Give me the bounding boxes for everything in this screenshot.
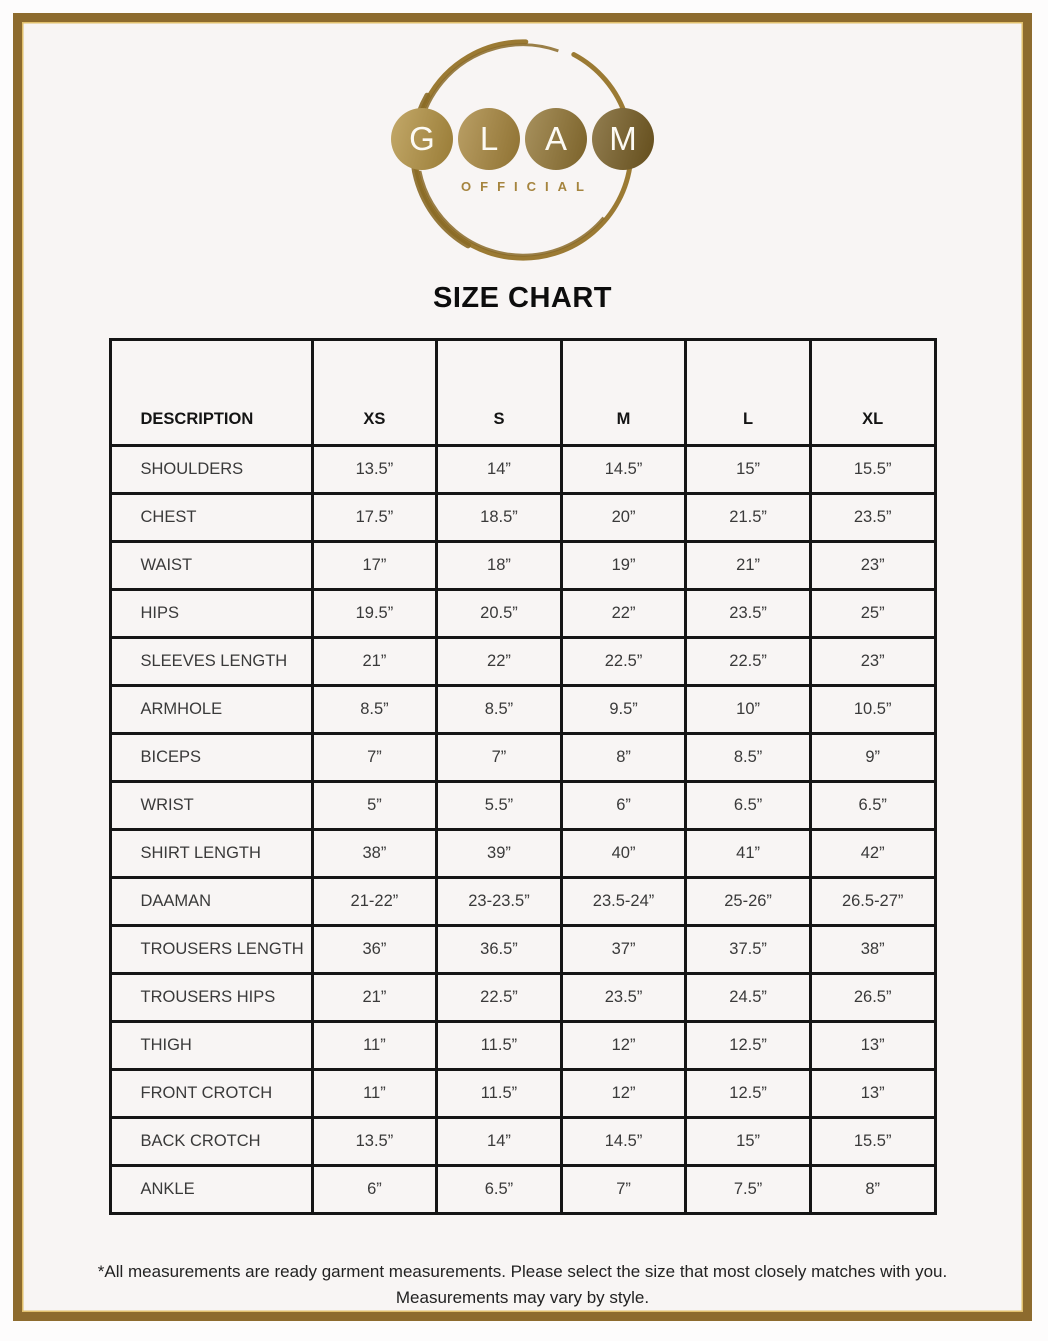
cell-value: 22.5” — [686, 638, 811, 686]
row-label: DAAMAN — [110, 878, 312, 926]
cell-value: 6” — [312, 1166, 437, 1214]
cell-value: 8.5” — [312, 686, 437, 734]
cell-value: 21.5” — [686, 494, 811, 542]
table-row — [110, 734, 935, 782]
cell-value: 21-22” — [312, 878, 437, 926]
cell-value: 6.5” — [437, 1166, 562, 1214]
cell-value: 18” — [437, 542, 562, 590]
table-row — [110, 926, 935, 974]
cell-value: 36” — [312, 926, 437, 974]
cell-value: 10” — [686, 686, 811, 734]
cell-value: 37.5” — [686, 926, 811, 974]
cell-value: 38” — [810, 926, 935, 974]
cell-value: 37” — [561, 926, 686, 974]
cell-value: 23.5” — [561, 974, 686, 1022]
logo-subtitle: OFFICIAL — [461, 179, 593, 194]
cell-value: 42” — [810, 830, 935, 878]
cell-value: 12” — [561, 1070, 686, 1118]
cell-value: 11.5” — [437, 1022, 562, 1070]
cell-value: 22.5” — [561, 638, 686, 686]
cell-value: 15.5” — [810, 1118, 935, 1166]
cell-value: 5” — [312, 782, 437, 830]
table-row — [110, 830, 935, 878]
cell-value: 8” — [810, 1166, 935, 1214]
table-row — [110, 782, 935, 830]
cell-value: 14.5” — [561, 446, 686, 494]
row-label: BICEPS — [110, 734, 312, 782]
cell-value: 22.5” — [437, 974, 562, 1022]
table-row — [110, 1118, 935, 1166]
footnote-line-2: Measurements may vary by style. — [395, 1288, 650, 1308]
logo-letter-circle: G — [391, 108, 453, 170]
cell-value: 19” — [561, 542, 686, 590]
cell-value: 21” — [312, 638, 437, 686]
table-row — [110, 974, 935, 1022]
column-header-xl: XL — [810, 340, 935, 446]
row-label: WAIST — [110, 542, 312, 590]
cell-value: 14.5” — [561, 1118, 686, 1166]
column-header-xs: XS — [312, 340, 437, 446]
table-row — [110, 494, 935, 542]
row-label: BACK CROTCH — [110, 1118, 312, 1166]
column-header-description: DESCRIPTION — [110, 340, 312, 446]
table-row — [110, 446, 935, 494]
cell-value: 14” — [437, 446, 562, 494]
cell-value: 9” — [810, 734, 935, 782]
cell-value: 13.5” — [312, 1118, 437, 1166]
cell-value: 13.5” — [312, 446, 437, 494]
cell-value: 26.5” — [810, 974, 935, 1022]
footnote — [22, 1259, 1023, 1312]
logo-letter-circle: L — [458, 108, 520, 170]
row-label: THIGH — [110, 1022, 312, 1070]
cell-value: 22” — [561, 590, 686, 638]
cell-value: 36.5” — [437, 926, 562, 974]
cell-value: 12” — [561, 1022, 686, 1070]
cell-value: 13” — [810, 1070, 935, 1118]
cell-value: 5.5” — [437, 782, 562, 830]
cell-value: 21” — [686, 542, 811, 590]
cell-value: 6.5” — [686, 782, 811, 830]
cell-value: 7” — [437, 734, 562, 782]
column-header-m: M — [561, 340, 686, 446]
logo-letter-circle: M — [592, 108, 654, 170]
cell-value: 23-23.5” — [437, 878, 562, 926]
size-chart-table — [109, 338, 937, 1215]
cell-value: 6” — [561, 782, 686, 830]
row-label: ARMHOLE — [110, 686, 312, 734]
row-label: TROUSERS HIPS — [110, 974, 312, 1022]
table-row — [110, 878, 935, 926]
cell-value: 17” — [312, 542, 437, 590]
table-row — [110, 1070, 935, 1118]
table-row — [110, 1022, 935, 1070]
cell-value: 11” — [312, 1070, 437, 1118]
cell-value: 7” — [312, 734, 437, 782]
cell-value: 26.5-27” — [810, 878, 935, 926]
row-label: SHOULDERS — [110, 446, 312, 494]
cell-value: 38” — [312, 830, 437, 878]
table-row — [110, 686, 935, 734]
cell-value: 8” — [561, 734, 686, 782]
row-label: TROUSERS LENGTH — [110, 926, 312, 974]
cell-value: 12.5” — [686, 1022, 811, 1070]
table-row — [110, 638, 935, 686]
cell-value: 15” — [686, 446, 811, 494]
cell-value: 14” — [437, 1118, 562, 1166]
row-label: SHIRT LENGTH — [110, 830, 312, 878]
cell-value: 24.5” — [686, 974, 811, 1022]
cell-value: 25-26” — [686, 878, 811, 926]
cell-value: 21” — [312, 974, 437, 1022]
row-label: FRONT CROTCH — [110, 1070, 312, 1118]
cell-value: 39” — [437, 830, 562, 878]
row-label: WRIST — [110, 782, 312, 830]
size-table-body — [110, 446, 935, 1214]
cell-value: 19.5” — [312, 590, 437, 638]
cell-value: 7” — [561, 1166, 686, 1214]
cell-value: 41” — [686, 830, 811, 878]
table-row — [110, 590, 935, 638]
cell-value: 23” — [810, 638, 935, 686]
page-title: SIZE CHART — [433, 282, 612, 314]
column-header-l: L — [686, 340, 811, 446]
cell-value: 13” — [810, 1022, 935, 1070]
cell-value: 6.5” — [810, 782, 935, 830]
cell-value: 8.5” — [437, 686, 562, 734]
cell-value: 18.5” — [437, 494, 562, 542]
logo-letter-circle: A — [525, 108, 587, 170]
row-label: SLEEVES LENGTH — [110, 638, 312, 686]
cell-value: 12.5” — [686, 1070, 811, 1118]
cell-value: 15.5” — [810, 446, 935, 494]
column-header-s: S — [437, 340, 562, 446]
cell-value: 40” — [561, 830, 686, 878]
footnote-line-1: *All measurements are ready garment measurements. Please select the size that most closely matches with you. — [97, 1262, 948, 1281]
gold-frame — [13, 13, 1032, 1321]
table-row — [110, 1166, 935, 1214]
row-label: CHEST — [110, 494, 312, 542]
cell-value: 9.5” — [561, 686, 686, 734]
cell-value: 20.5” — [437, 590, 562, 638]
cell-value: 11” — [312, 1022, 437, 1070]
cell-value: 22” — [437, 638, 562, 686]
cell-value: 20” — [561, 494, 686, 542]
brand-logo — [405, 32, 641, 268]
cell-value: 15” — [686, 1118, 811, 1166]
row-label: HIPS — [110, 590, 312, 638]
cell-value: 23.5” — [810, 494, 935, 542]
cell-value: 8.5” — [686, 734, 811, 782]
cell-value: 25” — [810, 590, 935, 638]
cell-value: 10.5” — [810, 686, 935, 734]
row-label: ANKLE — [110, 1166, 312, 1214]
cell-value: 23.5” — [686, 590, 811, 638]
table-row — [110, 542, 935, 590]
cell-value: 11.5” — [437, 1070, 562, 1118]
cell-value: 17.5” — [312, 494, 437, 542]
logo-letters — [391, 108, 654, 170]
cell-value: 23.5-24” — [561, 878, 686, 926]
cell-value: 7.5” — [686, 1166, 811, 1214]
cell-value: 23” — [810, 542, 935, 590]
header-row — [110, 340, 935, 446]
